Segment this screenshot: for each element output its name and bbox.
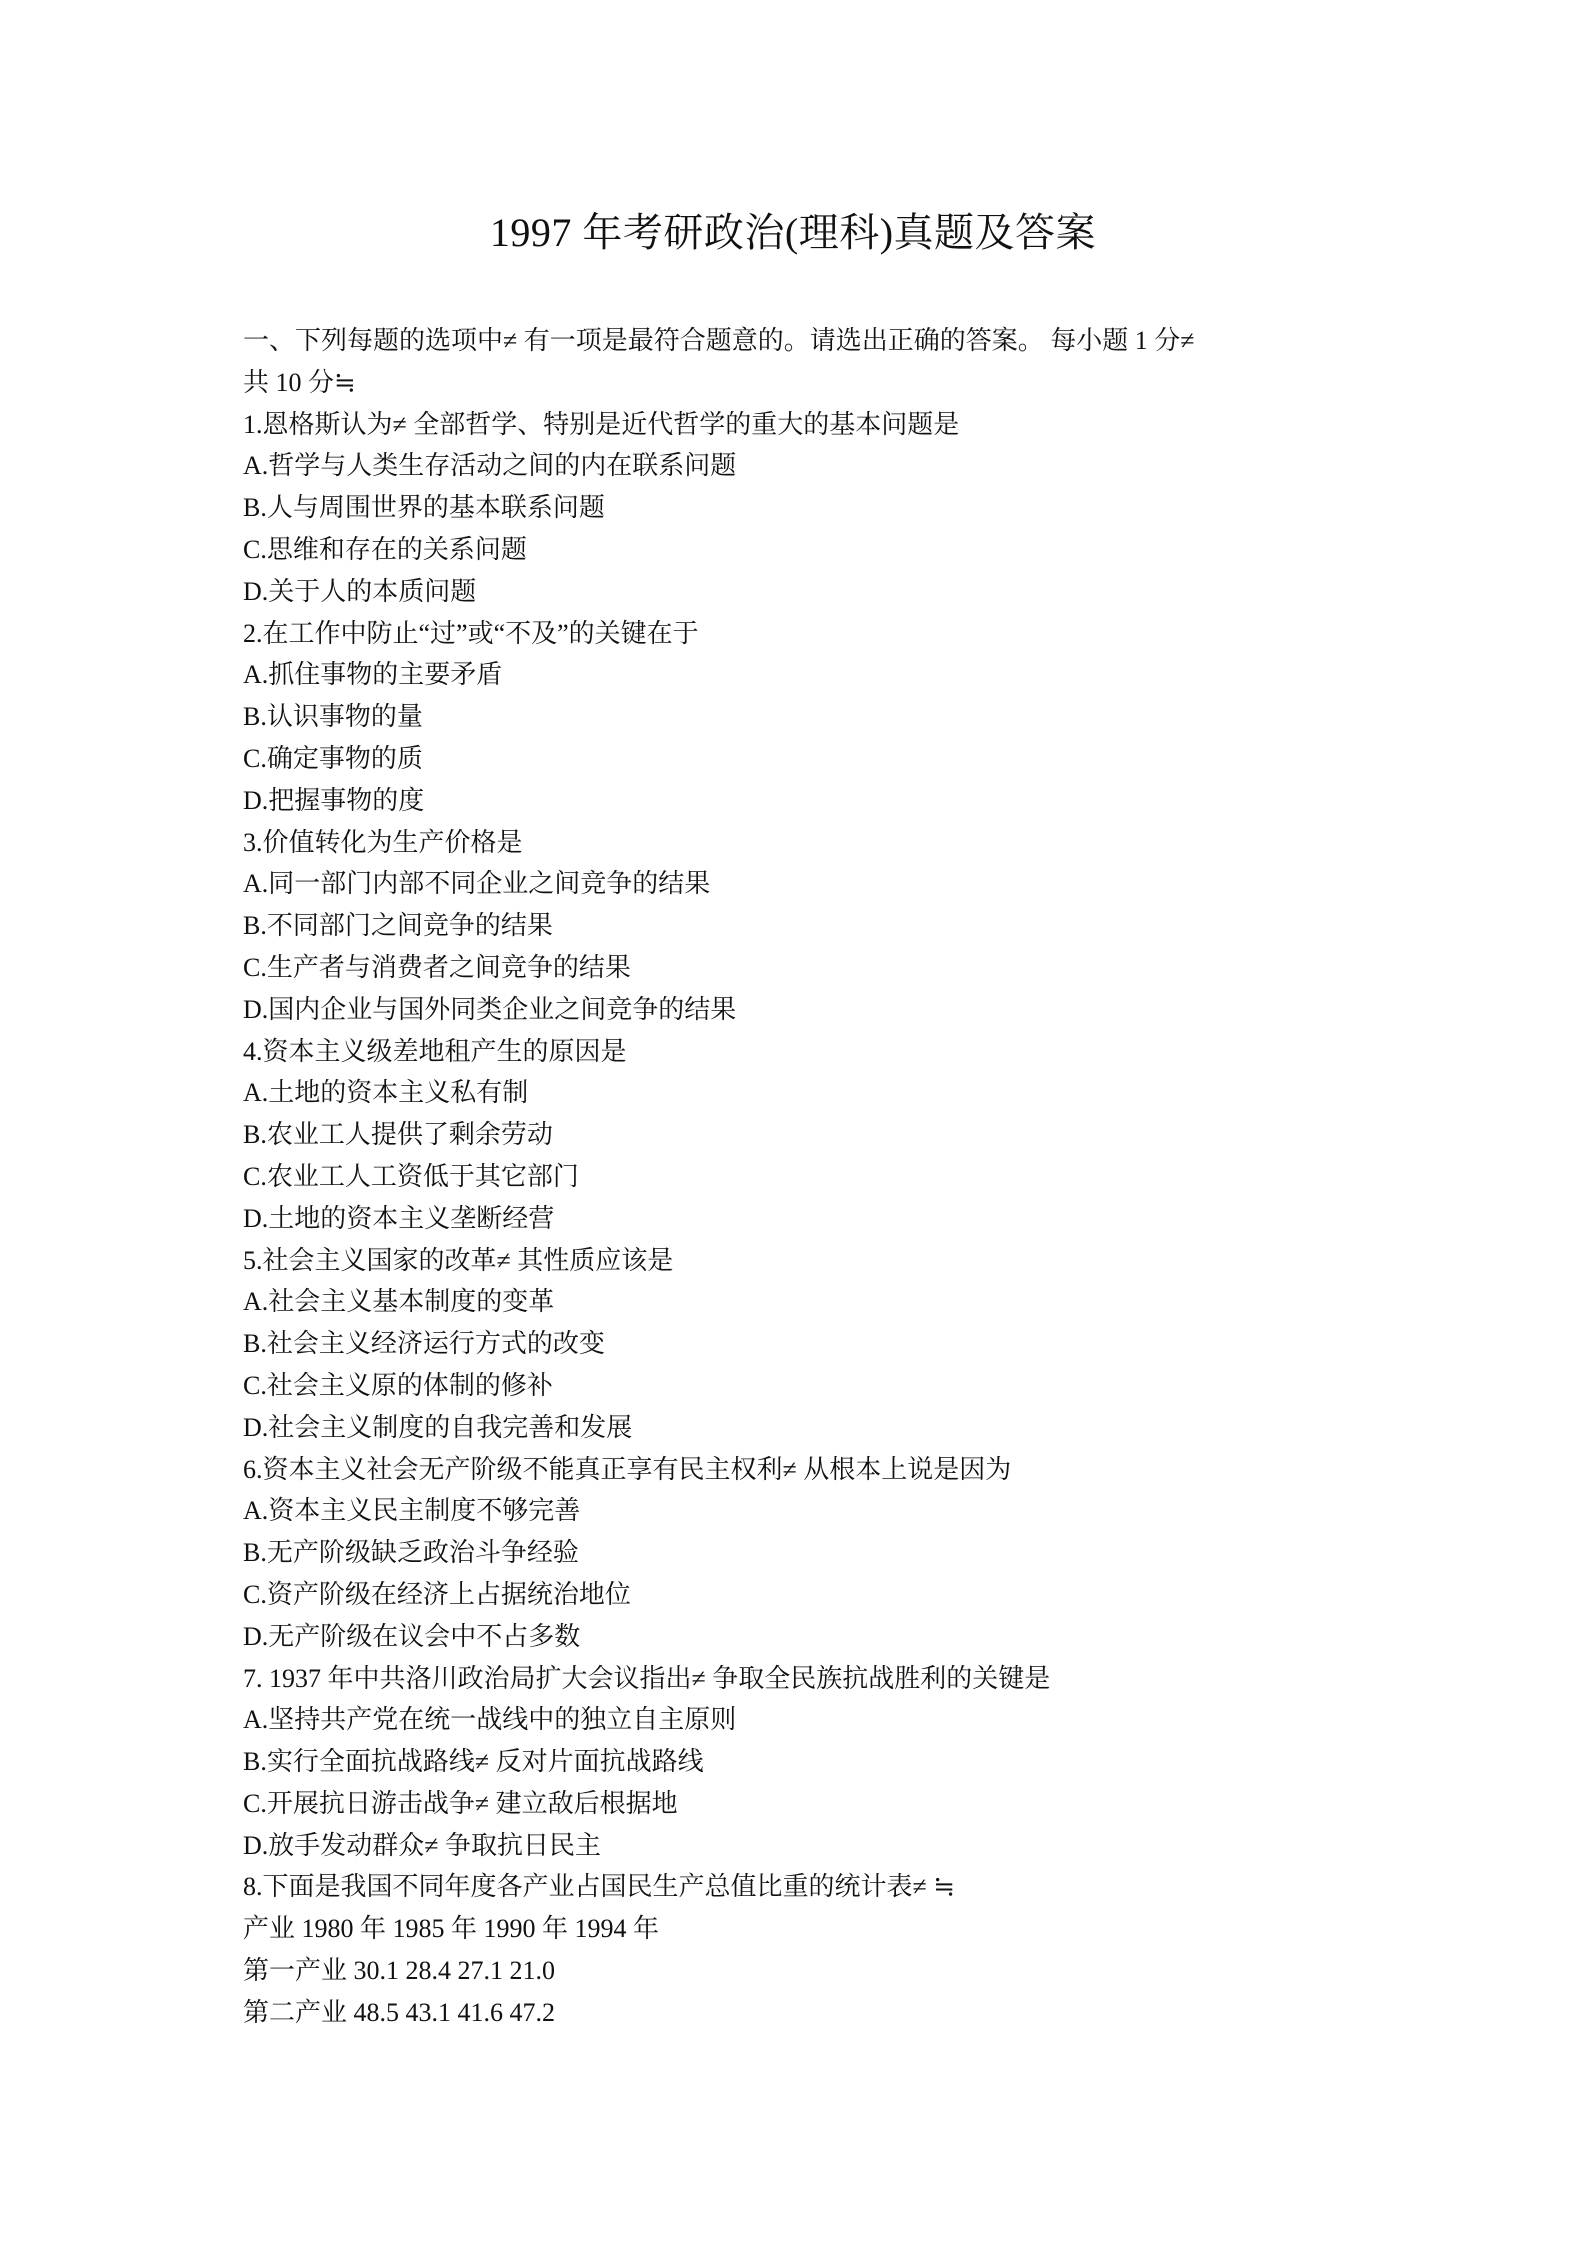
question-stem: 2.在工作中防止“过”或“不及”的关键在于 xyxy=(243,618,699,648)
answer-option: D.放手发动群众≠ 争取抗日民主 xyxy=(243,1830,602,1860)
answer-option: A.哲学与人类生存活动之间的内在联系问题 xyxy=(243,451,737,481)
answer-option: B.认识事物的量 xyxy=(243,702,423,732)
table-row: 第二产业 48.5 43.1 41.6 47.2 xyxy=(243,1997,556,2027)
answer-option: A.土地的资本主义私有制 xyxy=(243,1078,529,1108)
answer-option: D.无产阶级在议会中不占多数 xyxy=(243,1621,581,1651)
question-stem: 8.下面是我国不同年度各产业占国民生产总值比重的统计表≠ ≒ xyxy=(243,1872,956,1902)
answer-option: C.农业工人工资低于其它部门 xyxy=(243,1161,579,1191)
document-body xyxy=(243,320,1343,2034)
answer-option: C.资产阶级在经济上占据统治地位 xyxy=(243,1579,631,1609)
answer-option: C.社会主义原的体制的修补 xyxy=(243,1370,553,1400)
answer-option: D.关于人的本质问题 xyxy=(243,576,477,606)
answer-option: B.人与周围世界的基本联系问题 xyxy=(243,493,605,523)
document-title: 1997 年考研政治(理科)真题及答案 xyxy=(489,210,1097,255)
section-heading-continuation: 共 10 分≒ xyxy=(243,367,356,397)
question-stem: 1.恩格斯认为≠ 全部哲学、特别是近代哲学的重大的基本问题是 xyxy=(243,409,960,439)
answer-option: C.思维和存在的关系问题 xyxy=(243,534,527,564)
question-stem: 7. 1937 年中共洛川政治局扩大会议指出≠ 争取全民族抗战胜利的关键是 xyxy=(243,1663,1051,1693)
section-heading: 一、下列每题的选项中≠ 有一项是最符合题意的。请选出正确的答案。 每小题 1 分≠ xyxy=(243,326,1195,355)
answer-option: C.确定事物的质 xyxy=(243,743,423,773)
answer-option: D.土地的资本主义垄断经营 xyxy=(243,1203,555,1233)
answer-option: D.社会主义制度的自我完善和发展 xyxy=(243,1412,633,1442)
answer-option: B.农业工人提供了剩余劳动 xyxy=(243,1120,553,1150)
table-row: 第一产业 30.1 28.4 27.1 21.0 xyxy=(243,1956,556,1986)
answer-option: B.社会主义经济运行方式的改变 xyxy=(243,1329,605,1359)
answer-option: D.国内企业与国外同类企业之间竞争的结果 xyxy=(243,994,737,1024)
table-row: 产业 1980 年 1985 年 1990 年 1994 年 xyxy=(243,1914,660,1944)
question-stem: 6.资本主义社会无产阶级不能真正享有民主权利≠ 从根本上说是因为 xyxy=(243,1454,1012,1484)
answer-option: A.同一部门内部不同企业之间竞争的结果 xyxy=(243,869,711,899)
question-stem: 3.价值转化为生产价格是 xyxy=(243,827,523,857)
answer-option: D.把握事物的度 xyxy=(243,785,425,815)
answer-option: C.开展抗日游击战争≠ 建立敌后根据地 xyxy=(243,1788,678,1818)
answer-option: A.抓住事物的主要矛盾 xyxy=(243,660,503,690)
question-stem: 5.社会主义国家的改革≠ 其性质应该是 xyxy=(243,1245,674,1275)
answer-option: B.无产阶级缺乏政治斗争经验 xyxy=(243,1538,579,1568)
answer-option: A.坚持共产党在统一战线中的独立自主原则 xyxy=(243,1705,737,1735)
answer-option: A.社会主义基本制度的变革 xyxy=(243,1287,555,1317)
question-stem: 4.资本主义级差地租产生的原因是 xyxy=(243,1036,627,1066)
answer-option: C.生产者与消费者之间竞争的结果 xyxy=(243,952,631,982)
answer-option: A.资本主义民主制度不够完善 xyxy=(243,1496,581,1526)
answer-option: B.不同部门之间竞争的结果 xyxy=(243,911,553,941)
answer-option: B.实行全面抗战路线≠ 反对片面抗战路线 xyxy=(243,1747,704,1777)
